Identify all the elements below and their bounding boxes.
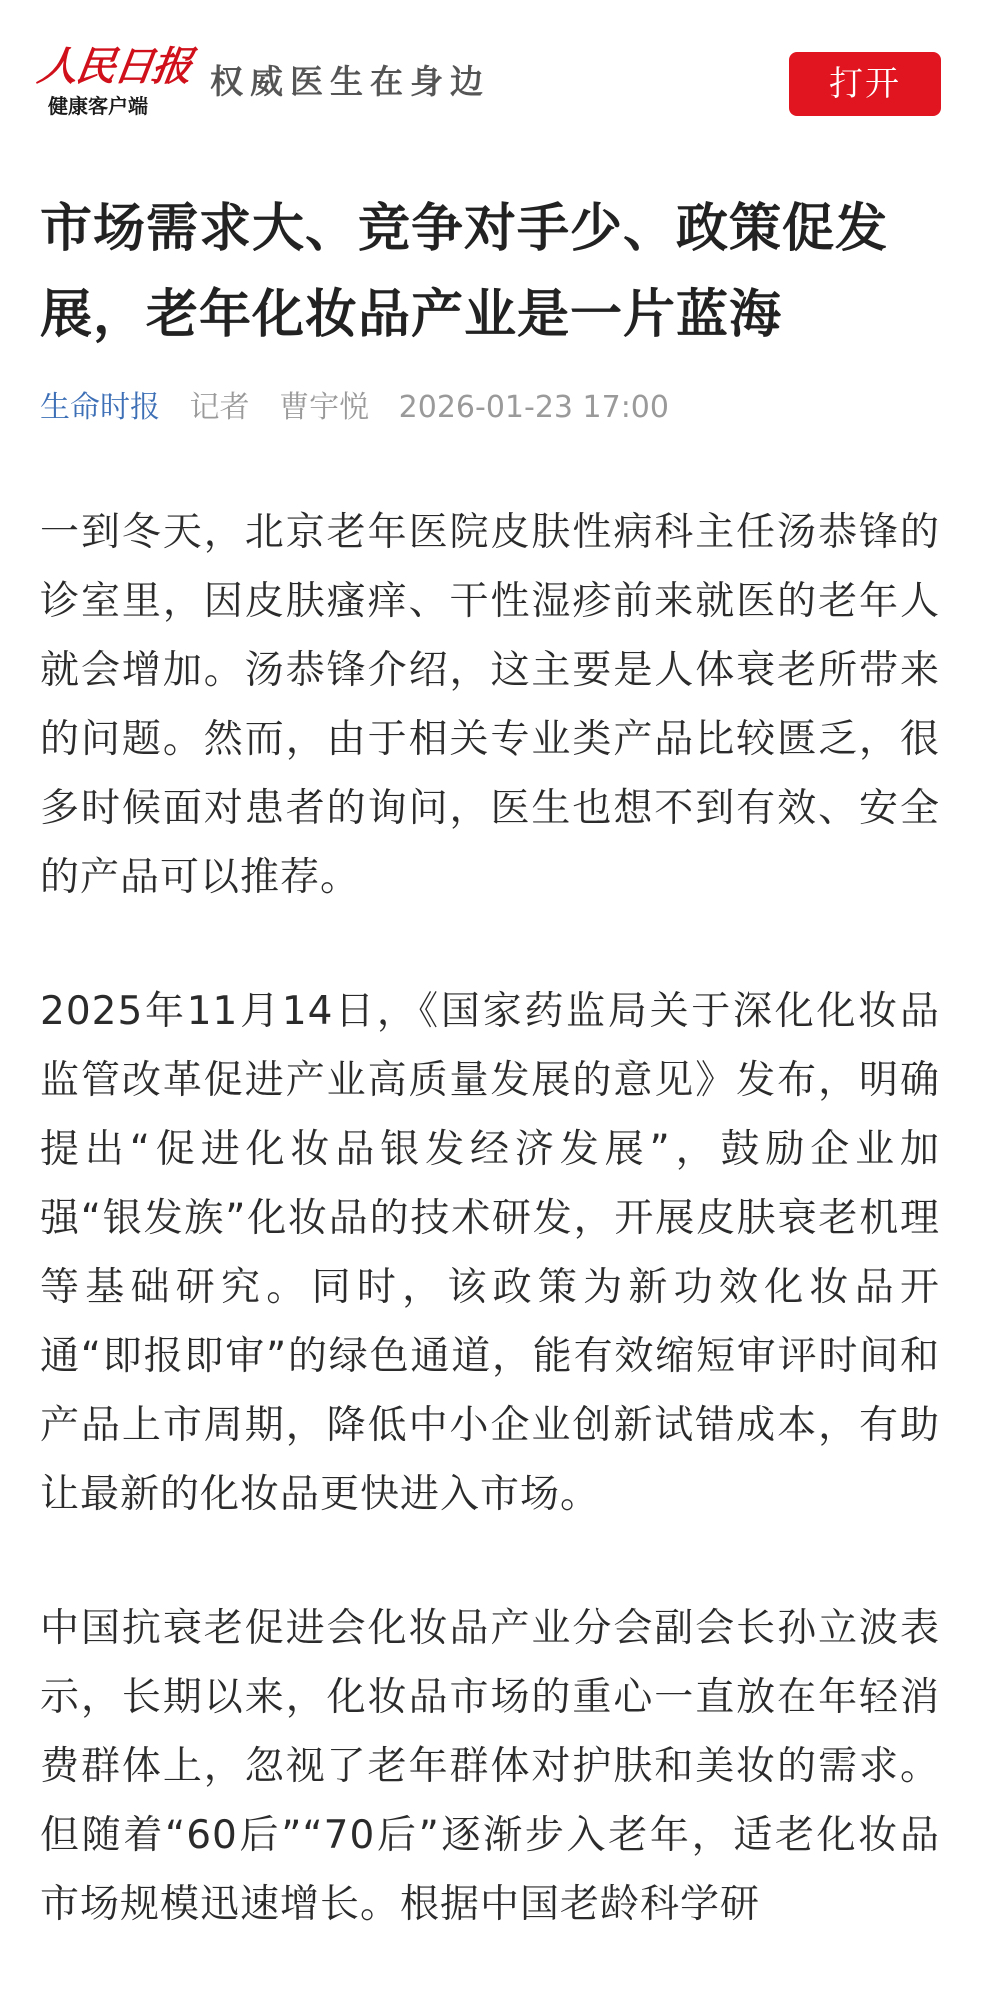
logo-wordmark: 人民日报 — [34, 43, 194, 90]
reporter-label: 记者 — [189, 390, 250, 425]
article-meta — [40, 388, 689, 428]
publish-datetime: 2026-01-23 17:00 — [398, 390, 669, 425]
logo-subtitle: 健康客户端 — [48, 94, 148, 118]
open-app-button[interactable]: 打开 — [789, 52, 941, 116]
app-logo[interactable] — [34, 43, 194, 124]
article-paragraph: 一到冬天，北京老年医院皮肤性病科主任汤恭锋的诊室里，因皮肤瘙痒、干性湿疹前来就医的老年人就会增加。汤恭锋介绍，这主要是人体衰老所带来的问题。然而，由于相关专业类产品比较匮乏，很多时候面对患者的询问，医生也想不到有效、安全的产品可以推荐。 — [40, 510, 940, 900]
reporter-name: 曹宇悦 — [279, 390, 370, 425]
article-paragraph: 2025年11月14日，《国家药监局关于深化化妆品监管改革促进产业高质量发展的意见》发布，明确提出“促进化妆品银发经济发展”，鼓励企业加强“银发族”化妆品的技术研发，开展皮肤衰老机理等基础研究。同时，该政策为新功效化妆品开通“即报即审”的绿色通道，能有效缩短审评时间和产品上市周期，降低中小企业创新试错成本，有助让最新的化妆品更快进入市场。 — [40, 989, 940, 1517]
header-slogan: 权威医生在身边 — [210, 62, 490, 101]
app-header — [0, 0, 981, 140]
article-body — [40, 498, 940, 2004]
article-paragraph: 中国抗衰老促进会化妆品产业分会副会长孙立波表示，长期以来，化妆品市场的重心一直放在年轻消费群体上，忽视了老年群体对护肤和美妆的需求。但随着“60后”“70后”逐渐步入老年，适老化妆品市场规模迅速增长。根据中国老龄科学研 — [40, 1606, 940, 1927]
article-title: 市场需求大、竞争对手少、政策促发展，老年化妆品产业是一片蓝海 — [40, 199, 889, 345]
article-source-link[interactable]: 生命时报 — [40, 390, 160, 425]
